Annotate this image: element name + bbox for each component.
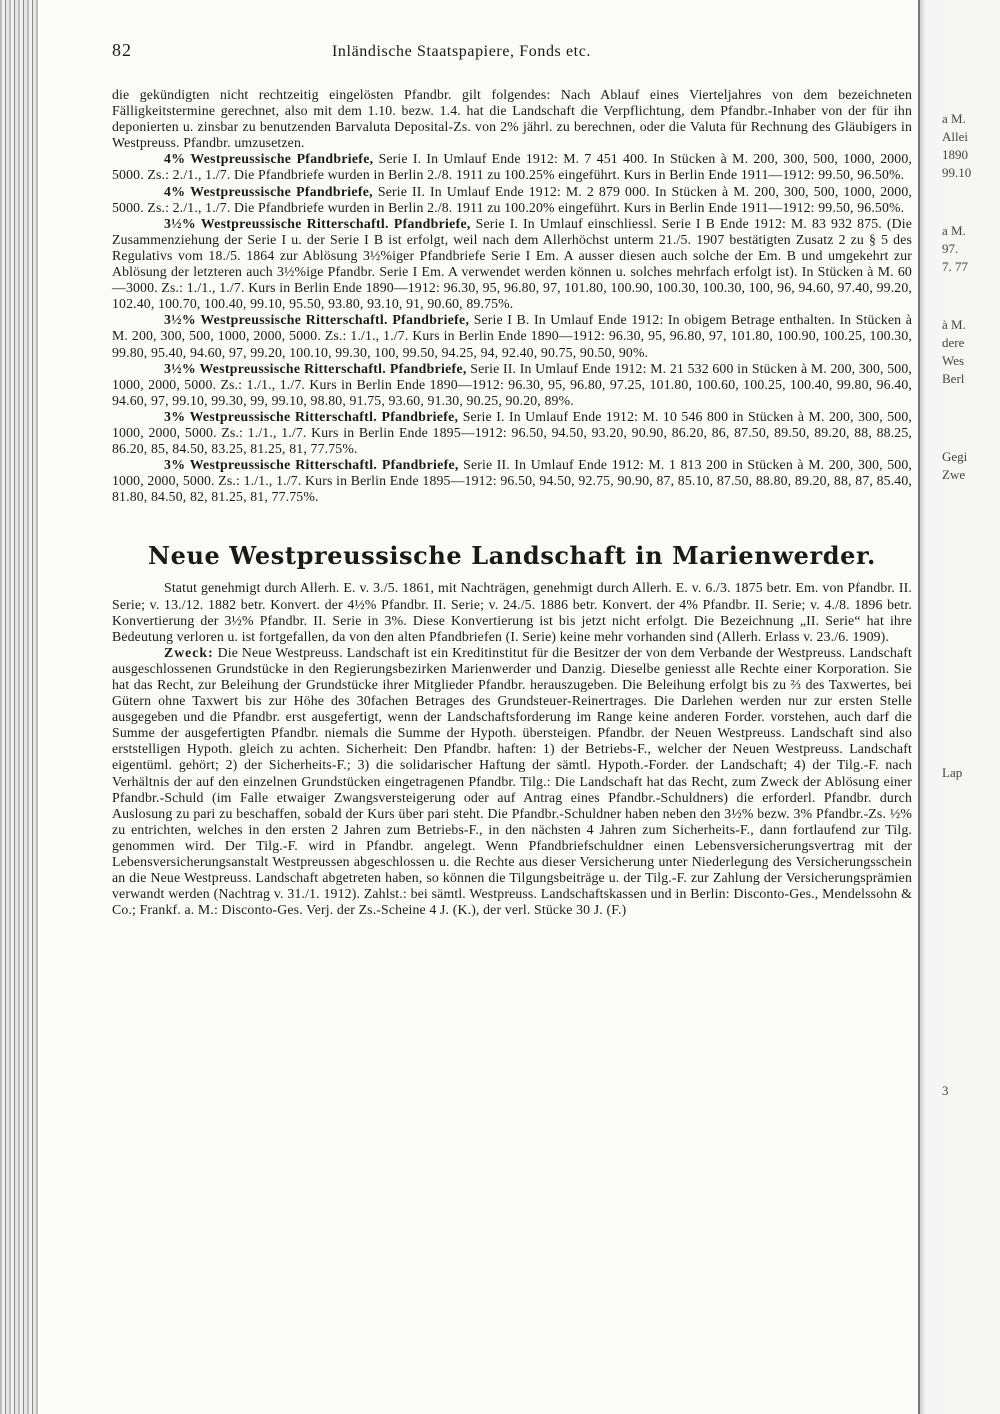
margin-fragment: Allei: [942, 129, 968, 144]
entry-text: Serie II. In Umlauf Ende 1912: M. 21 532 600 in Stücken à M. 200, 300, 500, 1000, 2000, 5000. Zs.: 1./1., 1./7. Kurs in Berlin Ende 1890—1912: 96.30, 95, 96.80, 97.25, 101.80, 100.60, 100.25, 100.40, 99.80, 96.40, 94.60, 97, 99.10, 99.30, 99, 99.10, 98.80, 91.75, 93.60, 91.30, 90.25, 90.20, 89%.: [112, 360, 913, 408]
entry-text: Serie II. In Umlauf Ende 1912: M. 1 813 200 in Stücken à M. 200, 300, 500, 1000, 2000, 5000. Zs.: 1./1., 1./7. Kurs in Berlin Ende 1895—1912: 96.50, 94.50, 92.75, 90.90, 87, 85.10, 87.50, 88.80, 89.20, 88, 87, 85.40, 81.80, 84.50, 82, 81.25, 81, 77.75%.: [112, 457, 912, 505]
page-header: [112, 40, 912, 61]
margin-fragment-group-3: [942, 316, 1000, 388]
margin-fragment-group-1: [942, 110, 1000, 182]
entry-heading: 3½% Westpreussische Ritterschaftl. Pfandbriefe,: [164, 215, 471, 231]
entry-heading: 3% Westpreussische Ritterschaftl. Pfandbriefe,: [164, 408, 459, 424]
page-number: 82: [112, 40, 132, 60]
margin-fragment: Wes: [942, 353, 965, 368]
section-title: Neue Westpreussische Landschaft in Marienwerder.: [148, 541, 876, 571]
entry-text: Serie I B. In Umlauf Ende 1912: In obigem Betrage enthalten. In Stücken à M. 200, 300, 500, 1000, 2000, 5000. Zs.: 1./1., 1./7. Kurs in Berlin Ende 1890—1912: 96.30, 95, 96.80, 97, 101.80, 100.90, 100.25, 100.30, 99.80, 95.40, 94.60, 97, 99.20, 100.10, 99.30, 100, 99.50, 94.25, 94, 92.40, 90.75, 90.50, 90%.: [112, 312, 912, 360]
margin-fragment: Lap: [942, 765, 963, 780]
entry-heading: 4% Westpreussische Pfandbriefe,: [164, 183, 373, 199]
entry-paragraph: [112, 457, 912, 505]
margin-fragment: Gegi: [942, 449, 968, 464]
margin-fragment: dere: [942, 335, 965, 350]
margin-fragment-group-5: [942, 764, 1000, 782]
entry-paragraph: [112, 216, 912, 313]
page-content: [112, 40, 912, 918]
margin-fragment-group-6: [942, 1082, 1000, 1100]
entry-text: Serie I. In Umlauf Ende 1912: M. 7 451 400. In Stücken à M. 200, 300, 500, 1000, 2000, 5000. Zs.: 2./1., 1./7. Die Pfandbriefe wurden in Berlin 2./8. 1911 zu 100.25% eingeführt. Kurs in Berlin Ende 1911—1912: 99.50, 96.50%.: [112, 151, 912, 183]
margin-fragment: à M.: [942, 317, 966, 332]
margin-fragment: 3: [942, 1083, 949, 1098]
intro-paragraph: die gekündigten nicht rechtzeitig eingelösten Pfandbr. gilt folgendes: Nach Ablauf eines Vierteljahres von dem bezeichneten Fälligkeitstermine gerechnet, also mit dem 1.10. bezw. 1.4. hat die Landschaft die Verpflichtung, dem Pfandbr.-Inhaber von der für ihn deponierten u. zinsbar zu benutzenden Barvaluta Deposital-Zs. von 2% jährl. zu berechnen, oder die Valuta für Rechnung des Gläubigers in Westpreuss. Pfandbr. umzusetzen.: [112, 87, 912, 151]
margin-fragment: 97.: [942, 241, 959, 256]
margin-fragment: Berl: [942, 371, 965, 386]
margin-fragment-group-4: [942, 448, 1000, 484]
statut-paragraph: Statut genehmigt durch Allerh. E. v. 3./5. 1861, mit Nachträgen, genehmigt durch Allerh. E. v. 6./3. 1875 betr. Em. von Pfandbr. II. Serie; v. 13./12. 1882 betr. Konvert. der 4½% Pfandbr. II. Serie; v. 24./5. 1886 betr. Konvert. der 4% Pfandbr. II. Serie; v. 4./8. 1896 betr. Konvertierung der 3½% Pfandbr. II. Serie in 3%. Diese Konvertierung ist bis jetzt nicht erfolgt. Die Bezeichnung „II. Serie“ hat ihre Bedeutung verloren u. ist fortgefallen, da von den alten Pfandbriefen (I. Serie) keine mehr vorhanden sind (Allerh. Erlass v. 23./6. 1909).: [112, 580, 912, 644]
entry-text: Serie I. In Umlauf Ende 1912: M. 10 546 800 in Stücken à M. 200, 300, 500, 1000, 2000, 5000. Zs.: 1./1., 1./7. Kurs in Berlin Ende 1895—1912: 96.50, 94.50, 93.20, 90.90, 86.20, 86, 87.50, 89.50, 89.20, 88, 88.25, 86.20, 85, 84.50, 83.25, 81.25, 81, 77.75%.: [112, 408, 912, 457]
entry-text: Serie II. In Umlauf Ende 1912: M. 2 879 000. In Stücken à M. 200, 300, 500, 1000, 2000, 5000. Zs.: 2./1., 1./7. Die Pfandbriefe wurden in Berlin 2./8. 1911 zu 100.20% eingeführt. Kurs in Berlin Ende 1911—1912: 99.50, 96.50%.: [112, 183, 912, 215]
margin-fragment: 1890: [942, 147, 968, 162]
entry-paragraph: [112, 151, 912, 183]
entry-heading: 4% Westpreussische Pfandbriefe,: [164, 151, 374, 167]
entry-heading: 3½% Westpreussische Ritterschaftl. Pfandbriefe,: [164, 312, 470, 328]
entry-paragraph: [112, 409, 912, 457]
entry-paragraph: [112, 184, 912, 216]
running-head: Inländische Staatspapiere, Fonds etc.: [332, 43, 592, 60]
margin-fragment: a M.: [942, 223, 966, 238]
zweck-label: Zweck:: [164, 644, 214, 660]
zweck-text: Die Neue Westpreuss. Landschaft ist ein Kreditinstitut für die Besitzer der von dem Verbande der Westpreuss. Landschaft ausgeschlossenen Grundstücke in den Regierungsbezirken Marienwerder und Danzig. Dieselbe geniesst alle Rechte einer Korporation. Sie hat das Recht, zur Beleihung der Grundstücke ihrer Mitglieder Pfandbr. herauszugeben. Die Beleihung erfolgt bis zu ⅔ des Taxwertes, bei Gütern ohne Taxwert bis zur Höhe des 30fachen Betrages des Grundsteuer-Reinertrages. Die Darlehen werden nur zur ersten Stelle ausgegeben und die Pfandbr. erst ausgefertigt, wenn der Landschaftsforderung im Range keine anderen Forder. vorstehen, auch darf die Summe der ausgefertigten Pfandbr. niemals die Summe der Hypoth. übersteigen. Pfandbr. der Neuen Westpreuss. Landschaft sind also erststelligen Hypoth. gleich zu achten. Sicherheit: Den Pfandbr. haften: 1) der Betriebs-F., welcher der Neuen Westpreuss. Landschaft eigentüml. gehört; 2) der Sicherheits-F.; 3) die solidarischer Haftung der sämtl. Hypoth.-Forder. der Landschaft; 4) der Tilg.-F. nach Verhältnis der auf den einzelnen Grundstücken eingetragenen Pfandbr. Tilg.: Die Landschaft hat das Recht, zum Zweck der Ablösung einer Pfandbr.-Schuld (im Falle etwaiger Zwangsversteigerung oder auf Antrag eines Pfandbr.-Schuldners) die erforderl. Pfandbr. durch Auslosung zu pari zu beschaffen, sobald der Kurs über pari steht. Die Pfandbr.-Schuldner haben neben den 3½% bezw. 3% Pfandbr.-Zs. ½% zu entrichten, welches in den ersten 2 Jahren zum Betriebs-F., in den nächsten 4 Jahren zum Sicherheits-F., dann fortlaufend zur Tilg. genommen wird. Der Tilg.-F. wird in Pfandbr. angelegt. Wenn Pfandbriefschuldner einen Lebensversicherungsvertrag mit der Lebensversicherungsanstalt Westpreussen abgeschlossen u. die Rechte aus dieser Versicherung unter Niederlegung des Versicherungsschein an die Neue Westpreuss. Landschaft abgetreten haben, so können die Tilgungsbeiträge u. der Tilg.-F. zur Zahlung der Versicherungsprämien verwandt werden (Nachtrag v. 31./1. 1912). Zahlst.: bei sämtl. Westpreuss. Landschaftskassen und in Berlin: Disconto-Ges., Mendelssohn & Co.; Frankf. a. M.: Disconto-Ges. Verj. der Zs.-Scheine 4 J. (K.), der verl. Stücke 30 J. (F.): [112, 644, 912, 918]
entry-heading: 3½% Westpreussische Ritterschaftl. Pfandbriefe,: [164, 360, 467, 376]
entry-paragraph: [112, 361, 912, 409]
entry-text: Serie I. In Umlauf einschliessl. Serie I B Ende 1912: M. 83 932 875. (Die Zusammenziehung der Serie I u. der Serie I B ist erfolgt, weil nach dem Allerhöchst unterm 21./5. 1907 bestätigten Zusatz 2 zu § 5 des Regulativs vom 18./5. 1864 zur Ablösung 3½%iger Pfandbriefe Serie I Em. A ausser diesen auch solche der Em. B und umgekehrt zur Ablösung der letzteren auch 3½%ige Pfandbr. Serie I Em. A verwendet werden können u. solches mehrfach erfolgt ist). In Stücken à M. 60—3000. Zs.: 1./1., 1./7. Kurs in Berlin Ende 1890—1912: 96.30, 95, 96.80, 97, 101.80, 100.90, 100.30, 100.30, 100, 96, 94.60, 97.40, 99.20, 102.40, 100.70, 100.40, 99.10, 95.50, 93.80, 93.10, 91, 90.60, 89.75%.: [112, 215, 912, 312]
page-edge-left: [0, 0, 38, 1414]
margin-fragment-group-2: [942, 222, 1000, 276]
zweck-paragraph: [112, 645, 912, 919]
right-margin-fragments: [942, 110, 1000, 1140]
entry-heading: 3% Westpreussische Ritterschaftl. Pfandbriefe,: [164, 457, 459, 473]
margin-fragment: 7. 77: [942, 259, 968, 274]
margin-fragment: Zwe: [942, 467, 966, 482]
margin-fragment: 99.10: [942, 165, 972, 180]
entry-paragraph: [112, 312, 912, 360]
margin-fragment: a M.: [942, 111, 966, 126]
